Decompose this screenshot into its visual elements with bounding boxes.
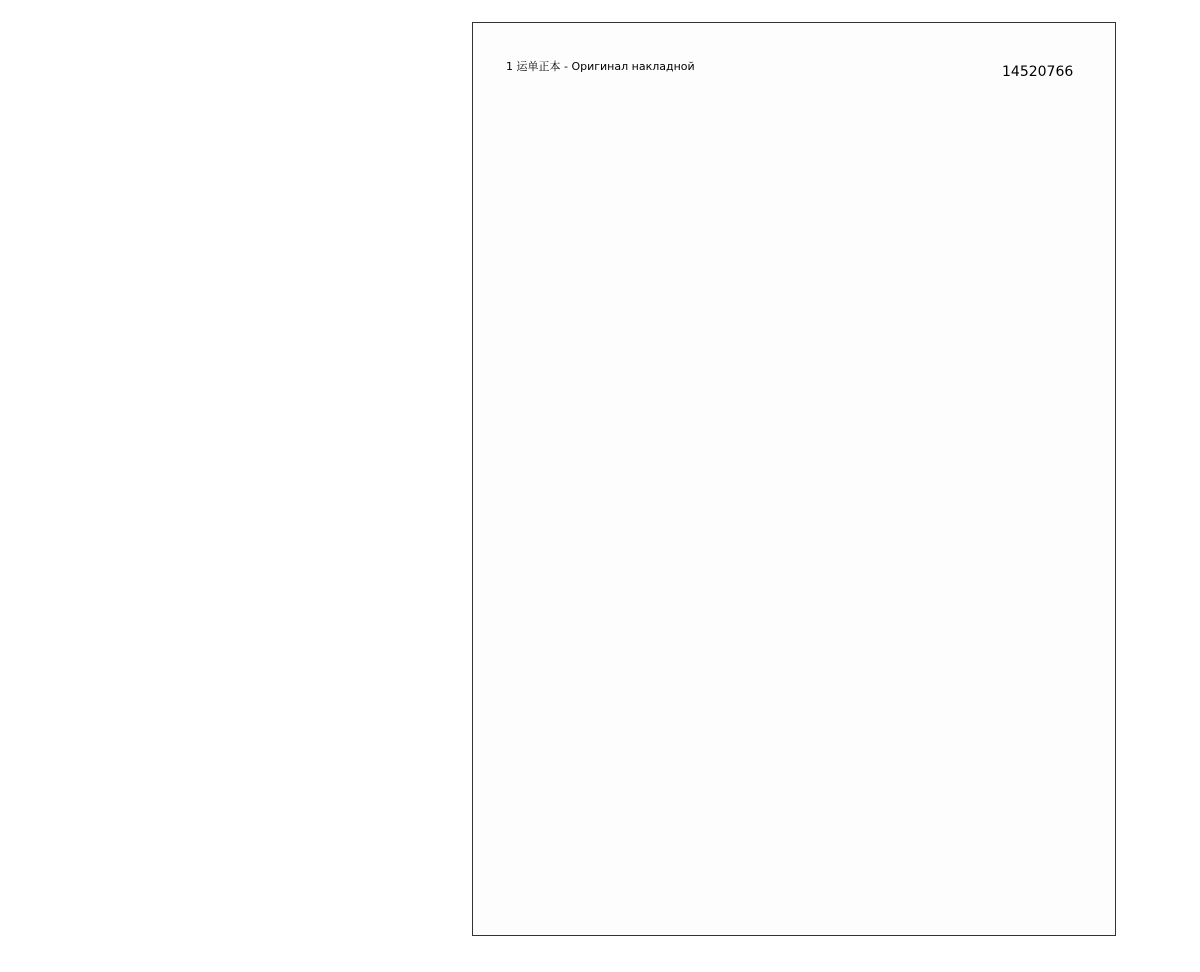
sending-number: 14520766	[1002, 64, 1074, 80]
waybill-title: 1 运单正本 - Оригинал накладной	[506, 60, 695, 73]
waybill-document	[472, 22, 1116, 936]
